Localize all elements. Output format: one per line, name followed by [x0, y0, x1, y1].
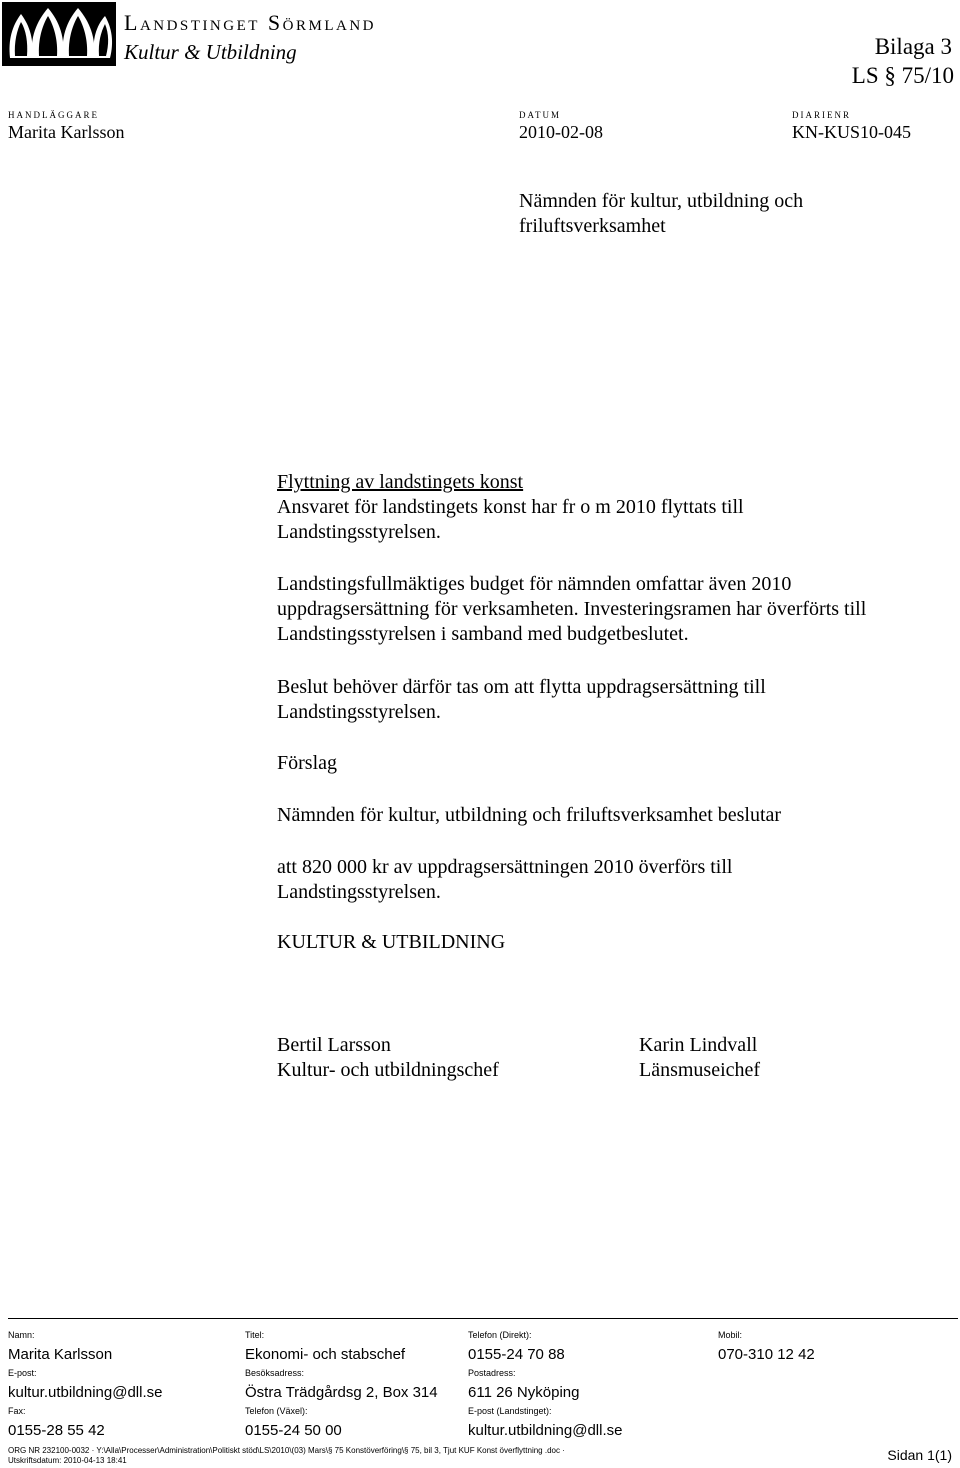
footer-value: 070-310 12 42: [718, 1346, 815, 1363]
datum-label: DATUM: [519, 110, 562, 120]
footer-label: Titel:: [245, 1330, 265, 1340]
footer-divider: [8, 1318, 958, 1319]
decision-line: att 820 000 kr av uppdragsersättningen 2010 överförs till: [277, 856, 733, 878]
diarienr-label: DIARIENR: [792, 110, 851, 120]
footer-label: Telefon (Direkt):: [468, 1330, 532, 1340]
logo: [2, 2, 116, 66]
footer-label: Postadress:: [468, 1368, 516, 1378]
org-name: Landstinget Sörmland: [124, 10, 376, 35]
paragraph-line: Ansvaret för landstingets konst har fr o m 2010 flyttats till: [277, 496, 744, 518]
handlaggare-value: Marita Karlsson: [8, 122, 125, 142]
forslag-heading: Förslag: [277, 752, 337, 774]
paragraph-line: uppdragsersättning för verksamheten. Investeringsramen har överförts till: [277, 598, 867, 620]
datum-value: 2010-02-08: [519, 122, 603, 142]
decision-line: Landstingsstyrelsen.: [277, 881, 441, 903]
bilaga-label: Bilaga 3: [874, 34, 952, 59]
recipient-line: Nämnden för kultur, utbildning och: [519, 190, 804, 212]
signature-name: Karin Lindvall: [639, 1034, 758, 1056]
signature-title: Kultur- och utbildningschef: [277, 1059, 499, 1081]
footer-value: 0155-28 55 42: [8, 1422, 105, 1439]
handlaggare-label: HANDLÄGGARE: [8, 110, 99, 120]
footer-label: Besöksadress:: [245, 1368, 305, 1378]
footer-value: 0155-24 50 00: [245, 1422, 342, 1439]
diarienr-value: KN-KUS10-045: [792, 122, 911, 142]
footer-org-path: ORG NR 232100-0032 · Y:\Alla\Processer\Administration\Politiskt stöd\LS\2010\(03) Mars\§ 75 Konstöverföring\§ 75, bil 3, Tjut KUF Konst överflyttning .doc ·: [8, 1446, 565, 1455]
footer-value: 611 26 Nyköping: [468, 1384, 580, 1401]
footer-label: Fax:: [8, 1406, 26, 1416]
footer-label: Mobil:: [718, 1330, 743, 1340]
footer-value: kultur.utbildning@dll.se: [8, 1384, 163, 1401]
paragraph-line: Beslut behöver därför tas om att flytta uppdragsersättning till: [277, 676, 766, 698]
footer-print-date: Utskriftsdatum: 2010-04-13 18:41: [8, 1456, 127, 1465]
paragraph-line: Landstingsfullmäktiges budget för nämnden omfattar även 2010: [277, 573, 792, 595]
footer-label: E-post:: [8, 1368, 37, 1378]
footer-value: 0155-24 70 88: [468, 1346, 565, 1363]
tulip-logo-icon: [2, 2, 116, 66]
footer-label: Telefon (Växel):: [245, 1406, 308, 1416]
signature-title: Länsmuseichef: [639, 1059, 761, 1081]
unit-name: KULTUR & UTBILDNING: [277, 931, 506, 953]
signature-name: Bertil Larsson: [277, 1034, 391, 1056]
footer-label: Namn:: [8, 1330, 35, 1340]
footer-value: kultur.utbildning@dll.se: [468, 1422, 623, 1439]
page-number: Sidan 1(1): [887, 1447, 952, 1463]
decision-statement: Nämnden för kultur, utbildning och friluftsverksamhet beslutar: [277, 804, 782, 826]
footer-value: Marita Karlsson: [8, 1346, 113, 1363]
dept-name: Kultur & Utbildning: [124, 40, 297, 64]
paragraph-line: Landstingsstyrelsen.: [277, 521, 441, 543]
footer-label: E-post (Landstinget):: [468, 1406, 552, 1416]
document-title: Flyttning av landstingets konst: [277, 471, 524, 493]
recipient-line: friluftsverksamhet: [519, 215, 666, 237]
footer-value: Östra Trädgårdsg 2, Box 314: [245, 1384, 438, 1401]
ls-reference: LS § 75/10: [851, 63, 954, 88]
paragraph-line: Landstingsstyrelsen.: [277, 701, 441, 723]
paragraph-line: Landstingsstyrelsen i samband med budgetbeslutet.: [277, 623, 689, 645]
footer-value: Ekonomi- och stabschef: [245, 1346, 406, 1363]
